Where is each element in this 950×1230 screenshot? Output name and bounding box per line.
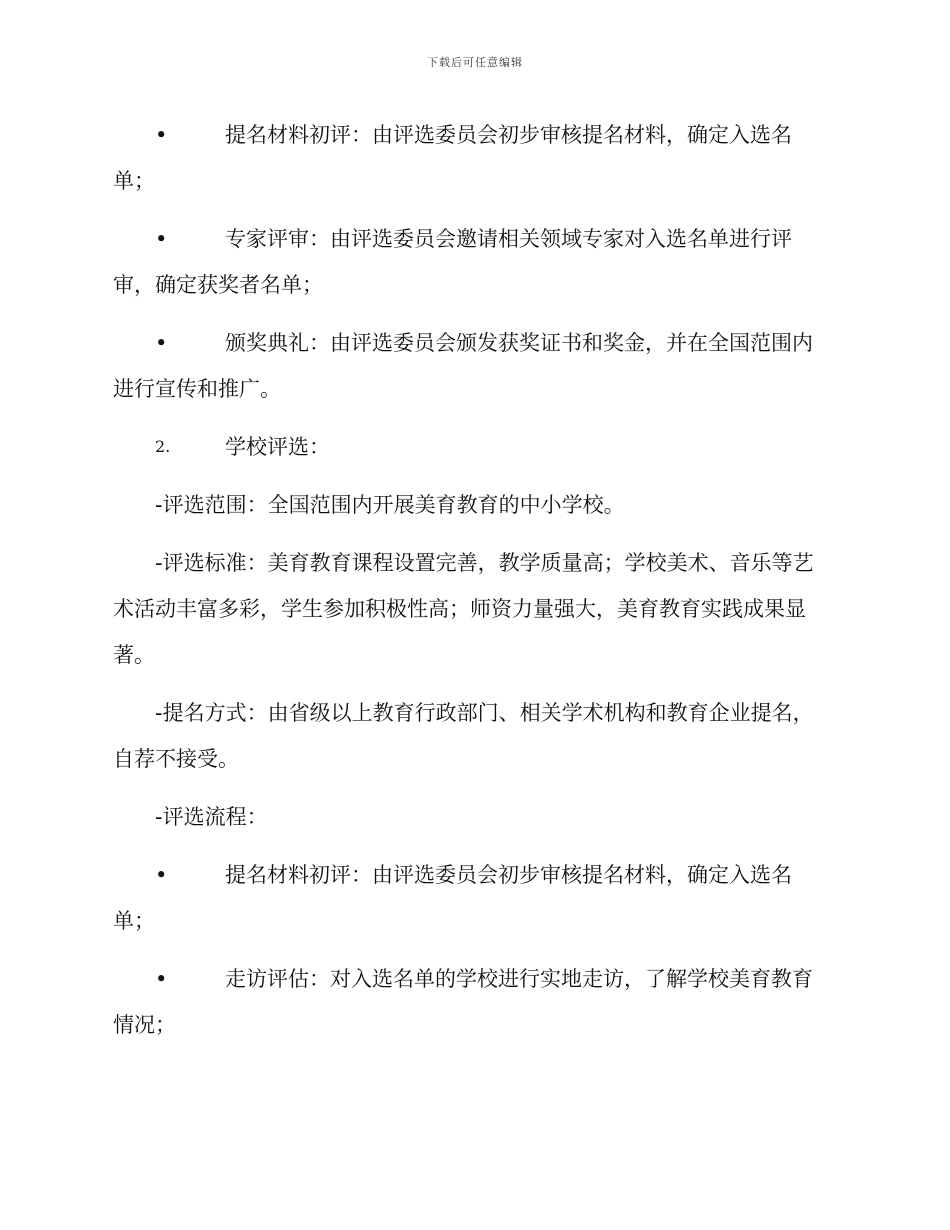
bullet-marker: •: [155, 123, 168, 147]
paragraph: -评选标准：美育教育课程设置完善，教学质量高；学校美术、音乐等艺术活动丰富多彩，学生参加积极性高；师资力量强大，美育教育实践成果显著。: [113, 551, 814, 667]
bullet-text: 提名材料初评：由评选委员会初步审核提名材料，确定入选名单；: [113, 863, 792, 933]
bullet-text: 走访评估：对入选名单的学校进行实地走访，了解学校美育教育情况；: [113, 967, 813, 1037]
bullet-item: [113, 216, 833, 308]
page-header: 下载后可任意编辑: [427, 56, 523, 69]
bullet-marker: •: [155, 863, 168, 887]
bullet-text: 提名材料初评：由评选委员会初步审核提名材料，确定入选名单；: [113, 123, 792, 193]
document-body: [113, 112, 833, 1060]
numbered-item: [113, 424, 833, 470]
bullet-item: [113, 320, 833, 412]
paragraph: -评选流程：: [155, 805, 268, 829]
bullet-marker: •: [155, 331, 168, 355]
bullet-text: 专家评审：由评选委员会邀请相关领域专家对入选名单进行评审，确定获奖者名单；: [113, 227, 792, 297]
bullet-item: [113, 852, 833, 944]
number-marker: 2.: [155, 437, 171, 456]
paragraph: -提名方式：由省级以上教育行政部门、相关学术机构和教育企业提名，自荐不接受。: [113, 701, 814, 771]
bullet-marker: •: [155, 227, 168, 251]
paragraph: -评选范围：全国范围内开展美育教育的中小学校。: [155, 493, 625, 517]
bullet-item: [113, 956, 833, 1048]
section-heading: 学校评选：: [225, 435, 330, 459]
bullet-marker: •: [155, 967, 168, 991]
bullet-text: 颁奖典礼：由评选委员会颁发获奖证书和奖金，并在全国范围内进行宣传和推广。: [113, 331, 813, 401]
bullet-item: [113, 112, 833, 204]
